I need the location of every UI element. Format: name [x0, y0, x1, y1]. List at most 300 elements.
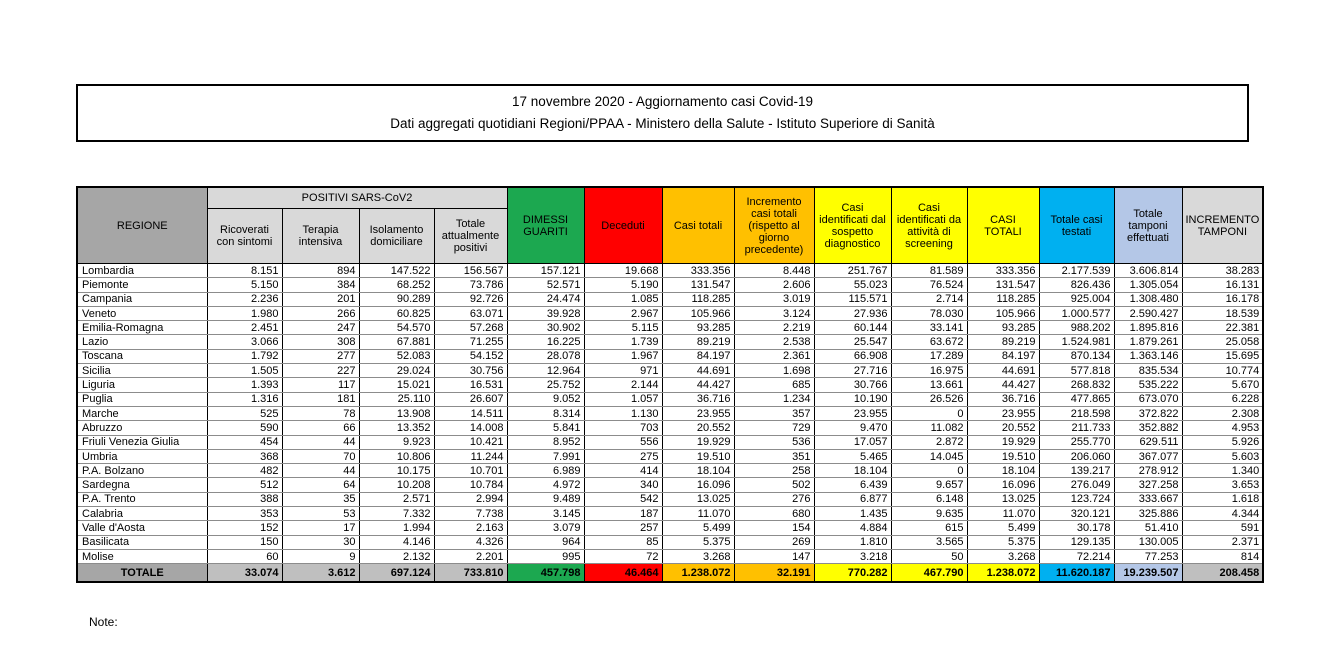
- value-cell: 147: [734, 549, 814, 563]
- value-cell: 351: [734, 449, 814, 463]
- value-cell: 5.465: [814, 449, 891, 463]
- table-row: [77, 321, 1263, 335]
- value-cell: 258: [734, 464, 814, 478]
- table-row: [77, 378, 1263, 392]
- value-cell: 2.967: [584, 306, 662, 320]
- value-cell: 9.470: [814, 421, 891, 435]
- value-cell: 308: [282, 335, 359, 349]
- value-cell: 130.005: [1114, 535, 1182, 549]
- value-cell: 6.439: [814, 478, 891, 492]
- value-cell: 482: [207, 464, 282, 478]
- table-row: [77, 278, 1263, 292]
- value-cell: 16.096: [662, 478, 734, 492]
- value-cell: 6.228: [1182, 392, 1263, 406]
- value-cell: 2.236: [207, 292, 282, 306]
- value-cell: 131.547: [662, 278, 734, 292]
- value-cell: 1.792: [207, 349, 282, 363]
- value-cell: 3.268: [662, 549, 734, 563]
- column-header-casi-screening: Casi identificati da attività di screening: [891, 187, 967, 264]
- total-value-cell: 697.124: [359, 564, 434, 583]
- value-cell: 17.057: [814, 435, 891, 449]
- value-cell: 2.163: [434, 521, 507, 535]
- value-cell: 1.130: [584, 406, 662, 420]
- value-cell: 81.589: [891, 264, 967, 278]
- value-cell: 123.724: [1039, 492, 1114, 506]
- value-cell: 3.079: [507, 521, 584, 535]
- column-header-casi-sospetto-diagnostico: Casi identificati dal sospetto diagnostico: [814, 187, 891, 264]
- value-cell: 5.603: [1182, 449, 1263, 463]
- value-cell: 30.178: [1039, 521, 1114, 535]
- value-cell: 17.289: [891, 349, 967, 363]
- value-cell: 25.110: [359, 392, 434, 406]
- value-cell: 70: [282, 449, 359, 463]
- value-cell: 11.244: [434, 449, 507, 463]
- value-cell: 615: [891, 521, 967, 535]
- value-cell: 333.356: [662, 264, 734, 278]
- value-cell: 542: [584, 492, 662, 506]
- value-cell: 44.691: [967, 364, 1039, 378]
- value-cell: 3.145: [507, 507, 584, 521]
- value-cell: 1.967: [584, 349, 662, 363]
- value-cell: 591: [1182, 521, 1263, 535]
- table-row: [77, 535, 1263, 549]
- value-cell: 276.049: [1039, 478, 1114, 492]
- value-cell: 13.025: [662, 492, 734, 506]
- value-cell: 131.547: [967, 278, 1039, 292]
- value-cell: 5.499: [967, 521, 1039, 535]
- total-value-cell: 1.238.072: [662, 564, 734, 583]
- region-cell: Basilicata: [77, 535, 207, 549]
- value-cell: 4.146: [359, 535, 434, 549]
- value-cell: 1.994: [359, 521, 434, 535]
- value-cell: 157.121: [507, 264, 584, 278]
- value-cell: 11.082: [891, 421, 967, 435]
- column-header-totale-tamponi: Totale tamponi effettuati: [1114, 187, 1182, 264]
- column-header-deceduti: Deceduti: [584, 187, 662, 264]
- value-cell: 68.252: [359, 278, 434, 292]
- value-cell: 3.124: [734, 306, 814, 320]
- value-cell: 30.766: [814, 378, 891, 392]
- value-cell: 2.994: [434, 492, 507, 506]
- value-cell: 14.008: [434, 421, 507, 435]
- value-cell: 30.902: [507, 321, 584, 335]
- value-cell: 340: [584, 478, 662, 492]
- value-cell: 16.225: [507, 335, 584, 349]
- value-cell: 384: [282, 278, 359, 292]
- table-row: [77, 306, 1263, 320]
- value-cell: 50: [891, 549, 967, 563]
- value-cell: 1.363.146: [1114, 349, 1182, 363]
- region-cell: Emilia-Romagna: [77, 321, 207, 335]
- region-cell: Molise: [77, 549, 207, 563]
- value-cell: 15.695: [1182, 349, 1263, 363]
- column-header-casi-totali-upper: CASI TOTALI: [967, 187, 1039, 264]
- total-row: [77, 564, 1263, 583]
- value-cell: 3.565: [891, 535, 967, 549]
- value-cell: 44.427: [662, 378, 734, 392]
- value-cell: 16.131: [1182, 278, 1263, 292]
- region-cell: Lazio: [77, 335, 207, 349]
- value-cell: 154: [734, 521, 814, 535]
- region-cell: Sicilia: [77, 364, 207, 378]
- value-cell: 0: [891, 406, 967, 420]
- value-cell: 5.841: [507, 421, 584, 435]
- value-cell: 26.526: [891, 392, 967, 406]
- value-cell: 1.000.577: [1039, 306, 1114, 320]
- value-cell: 590: [207, 421, 282, 435]
- value-cell: 26.607: [434, 392, 507, 406]
- table-row: [77, 449, 1263, 463]
- value-cell: 535.222: [1114, 378, 1182, 392]
- value-cell: 4.344: [1182, 507, 1263, 521]
- value-cell: 276: [734, 492, 814, 506]
- value-cell: 72: [584, 549, 662, 563]
- value-cell: 2.571: [359, 492, 434, 506]
- value-cell: 729: [734, 421, 814, 435]
- value-cell: 11.070: [662, 507, 734, 521]
- region-cell: P.A. Bolzano: [77, 464, 207, 478]
- table-row: [77, 335, 1263, 349]
- value-cell: 333.356: [967, 264, 1039, 278]
- value-cell: 251.767: [814, 264, 891, 278]
- value-cell: 10.806: [359, 449, 434, 463]
- value-cell: 19.929: [662, 435, 734, 449]
- value-cell: 13.661: [891, 378, 967, 392]
- value-cell: 10.208: [359, 478, 434, 492]
- value-cell: 9.489: [507, 492, 584, 506]
- value-cell: 19.510: [967, 449, 1039, 463]
- value-cell: 278.912: [1114, 464, 1182, 478]
- value-cell: 16.975: [891, 364, 967, 378]
- value-cell: 577.818: [1039, 364, 1114, 378]
- value-cell: 105.966: [967, 306, 1039, 320]
- value-cell: 536: [734, 435, 814, 449]
- column-header-dimessi-guariti: DIMESSI GUARITI: [507, 187, 584, 264]
- value-cell: 18.104: [967, 464, 1039, 478]
- value-cell: 147.522: [359, 264, 434, 278]
- value-cell: 325.886: [1114, 507, 1182, 521]
- value-cell: 6.148: [891, 492, 967, 506]
- value-cell: 512: [207, 478, 282, 492]
- value-cell: 4.953: [1182, 421, 1263, 435]
- value-cell: 680: [734, 507, 814, 521]
- report-title-line1: 17 novembre 2020 - Aggiornamento casi Covid-19: [512, 93, 813, 109]
- value-cell: 201: [282, 292, 359, 306]
- value-cell: 10.701: [434, 464, 507, 478]
- table-header: [77, 187, 1263, 264]
- value-cell: 33.141: [891, 321, 967, 335]
- value-cell: 247: [282, 321, 359, 335]
- value-cell: 36.716: [662, 392, 734, 406]
- value-cell: 629.511: [1114, 435, 1182, 449]
- total-value-cell: 3.612: [282, 564, 359, 583]
- value-cell: 357: [734, 406, 814, 420]
- value-cell: 63.071: [434, 306, 507, 320]
- total-value-cell: 19.239.507: [1114, 564, 1182, 583]
- value-cell: 1.057: [584, 392, 662, 406]
- value-cell: 1.739: [584, 335, 662, 349]
- value-cell: 3.653: [1182, 478, 1263, 492]
- value-cell: 4.326: [434, 535, 507, 549]
- value-cell: 53: [282, 507, 359, 521]
- region-cell: Campania: [77, 292, 207, 306]
- region-cell: Veneto: [77, 306, 207, 320]
- total-label: TOTALE: [77, 564, 207, 583]
- value-cell: 8.314: [507, 406, 584, 420]
- value-cell: 2.714: [891, 292, 967, 306]
- value-cell: 11.070: [967, 507, 1039, 521]
- value-cell: 333.667: [1114, 492, 1182, 506]
- value-cell: 1.316: [207, 392, 282, 406]
- value-cell: 2.361: [734, 349, 814, 363]
- value-cell: 84.197: [662, 349, 734, 363]
- total-value-cell: 46.464: [584, 564, 662, 583]
- value-cell: 5.670: [1182, 378, 1263, 392]
- value-cell: 60.825: [359, 306, 434, 320]
- value-cell: 2.606: [734, 278, 814, 292]
- value-cell: 7.991: [507, 449, 584, 463]
- value-cell: 3.019: [734, 292, 814, 306]
- value-cell: 1.234: [734, 392, 814, 406]
- value-cell: 1.698: [734, 364, 814, 378]
- value-cell: 275: [584, 449, 662, 463]
- value-cell: 2.177.539: [1039, 264, 1114, 278]
- value-cell: 1.895.816: [1114, 321, 1182, 335]
- value-cell: 477.865: [1039, 392, 1114, 406]
- total-value-cell: 11.620.187: [1039, 564, 1114, 583]
- region-cell: Abruzzo: [77, 421, 207, 435]
- value-cell: 10.421: [434, 435, 507, 449]
- region-cell: Piemonte: [77, 278, 207, 292]
- value-cell: 93.285: [967, 321, 1039, 335]
- value-cell: 5.375: [662, 535, 734, 549]
- value-cell: 3.066: [207, 335, 282, 349]
- value-cell: 1.524.981: [1039, 335, 1114, 349]
- value-cell: 269: [734, 535, 814, 549]
- value-cell: 44: [282, 435, 359, 449]
- value-cell: 2.371: [1182, 535, 1263, 549]
- value-cell: 78.030: [891, 306, 967, 320]
- table-row: [77, 349, 1263, 363]
- note-label: Note:: [89, 615, 118, 629]
- value-cell: 78: [282, 406, 359, 420]
- value-cell: 9.923: [359, 435, 434, 449]
- value-cell: 89.219: [662, 335, 734, 349]
- table-row: [77, 292, 1263, 306]
- value-cell: 44.427: [967, 378, 1039, 392]
- value-cell: 5.375: [967, 535, 1039, 549]
- value-cell: 268.832: [1039, 378, 1114, 392]
- value-cell: 206.060: [1039, 449, 1114, 463]
- total-value-cell: 467.790: [891, 564, 967, 583]
- report-title-box: [76, 84, 1249, 142]
- value-cell: 71.255: [434, 335, 507, 349]
- value-cell: 4.972: [507, 478, 584, 492]
- value-cell: 20.552: [967, 421, 1039, 435]
- value-cell: 18.539: [1182, 306, 1263, 320]
- value-cell: 6.877: [814, 492, 891, 506]
- table-row: [77, 406, 1263, 420]
- total-value-cell: 733.810: [434, 564, 507, 583]
- value-cell: 35: [282, 492, 359, 506]
- value-cell: 67.881: [359, 335, 434, 349]
- value-cell: 38.283: [1182, 264, 1263, 278]
- value-cell: 367.077: [1114, 449, 1182, 463]
- table-row: [77, 264, 1263, 278]
- value-cell: 19.929: [967, 435, 1039, 449]
- value-cell: 44.691: [662, 364, 734, 378]
- value-cell: 187: [584, 507, 662, 521]
- value-cell: 925.004: [1039, 292, 1114, 306]
- total-value-cell: 32.191: [734, 564, 814, 583]
- value-cell: 218.598: [1039, 406, 1114, 420]
- total-value-cell: 1.238.072: [967, 564, 1039, 583]
- region-cell: P.A. Trento: [77, 492, 207, 506]
- value-cell: 28.078: [507, 349, 584, 363]
- value-cell: 92.726: [434, 292, 507, 306]
- value-cell: 454: [207, 435, 282, 449]
- value-cell: 3.268: [967, 549, 1039, 563]
- table-row: [77, 364, 1263, 378]
- value-cell: 17: [282, 521, 359, 535]
- value-cell: 2.132: [359, 549, 434, 563]
- value-cell: 150: [207, 535, 282, 549]
- table-row: [77, 507, 1263, 521]
- value-cell: 1.618: [1182, 492, 1263, 506]
- total-value-cell: 208.458: [1182, 564, 1263, 583]
- value-cell: 2.219: [734, 321, 814, 335]
- value-cell: 9.635: [891, 507, 967, 521]
- value-cell: 60: [207, 549, 282, 563]
- region-cell: Lombardia: [77, 264, 207, 278]
- value-cell: 52.571: [507, 278, 584, 292]
- value-cell: 73.786: [434, 278, 507, 292]
- value-cell: 257: [584, 521, 662, 535]
- value-cell: 5.150: [207, 278, 282, 292]
- report-title-line2: Dati aggregati quotidiani Regioni/PPAA - Ministero della Salute - Istituto Superiore di Sanità: [390, 116, 935, 132]
- column-header-isolamento-domiciliare: Isolamento domiciliare: [359, 209, 434, 264]
- value-cell: 7.738: [434, 507, 507, 521]
- value-cell: 129.135: [1039, 535, 1114, 549]
- value-cell: 27.936: [814, 306, 891, 320]
- value-cell: 24.474: [507, 292, 584, 306]
- value-cell: 54.152: [434, 349, 507, 363]
- column-header-totale-casi-testati: Totale casi testati: [1039, 187, 1114, 264]
- value-cell: 9.657: [891, 478, 967, 492]
- value-cell: 19.668: [584, 264, 662, 278]
- value-cell: 5.115: [584, 321, 662, 335]
- value-cell: 414: [584, 464, 662, 478]
- value-cell: 8.952: [507, 435, 584, 449]
- value-cell: 266: [282, 306, 359, 320]
- value-cell: 51.410: [1114, 521, 1182, 535]
- value-cell: 9: [282, 549, 359, 563]
- value-cell: 16.096: [967, 478, 1039, 492]
- region-cell: Friuli Venezia Giulia: [77, 435, 207, 449]
- value-cell: 23.955: [814, 406, 891, 420]
- table-row: [77, 492, 1263, 506]
- value-cell: 85: [584, 535, 662, 549]
- value-cell: 814: [1182, 549, 1263, 563]
- value-cell: 118.285: [967, 292, 1039, 306]
- region-cell: Puglia: [77, 392, 207, 406]
- value-cell: 320.121: [1039, 507, 1114, 521]
- value-cell: 10.175: [359, 464, 434, 478]
- value-cell: 25.547: [814, 335, 891, 349]
- region-cell: Umbria: [77, 449, 207, 463]
- value-cell: 7.332: [359, 507, 434, 521]
- value-cell: 870.134: [1039, 349, 1114, 363]
- value-cell: 93.285: [662, 321, 734, 335]
- value-cell: 52.083: [359, 349, 434, 363]
- value-cell: 16.178: [1182, 292, 1263, 306]
- value-cell: 3.218: [814, 549, 891, 563]
- value-cell: 2.201: [434, 549, 507, 563]
- value-cell: 23.955: [662, 406, 734, 420]
- value-cell: 18.104: [814, 464, 891, 478]
- value-cell: 0: [891, 464, 967, 478]
- value-cell: 1.505: [207, 364, 282, 378]
- region-cell: Liguria: [77, 378, 207, 392]
- value-cell: 115.571: [814, 292, 891, 306]
- value-cell: 1.393: [207, 378, 282, 392]
- region-cell: Sardegna: [77, 478, 207, 492]
- value-cell: 30.756: [434, 364, 507, 378]
- value-cell: 2.590.427: [1114, 306, 1182, 320]
- column-header-regione: REGIONE: [77, 187, 207, 264]
- value-cell: 89.219: [967, 335, 1039, 349]
- value-cell: 2.144: [584, 378, 662, 392]
- value-cell: 156.567: [434, 264, 507, 278]
- value-cell: 29.024: [359, 364, 434, 378]
- value-cell: 10.784: [434, 478, 507, 492]
- value-cell: 15.021: [359, 378, 434, 392]
- value-cell: 2.538: [734, 335, 814, 349]
- value-cell: 23.955: [967, 406, 1039, 420]
- table-row: [77, 435, 1263, 449]
- value-cell: 105.966: [662, 306, 734, 320]
- covid-data-table: [76, 186, 1264, 583]
- value-cell: 685: [734, 378, 814, 392]
- value-cell: 55.023: [814, 278, 891, 292]
- value-cell: 1.810: [814, 535, 891, 549]
- value-cell: 139.217: [1039, 464, 1114, 478]
- value-cell: 25.058: [1182, 335, 1263, 349]
- value-cell: 72.214: [1039, 549, 1114, 563]
- table-row: [77, 478, 1263, 492]
- value-cell: 5.190: [584, 278, 662, 292]
- value-cell: 835.534: [1114, 364, 1182, 378]
- column-header-casi-totali: Casi totali: [662, 187, 734, 264]
- value-cell: 3.606.814: [1114, 264, 1182, 278]
- value-cell: 118.285: [662, 292, 734, 306]
- total-value-cell: 33.074: [207, 564, 282, 583]
- value-cell: 66: [282, 421, 359, 435]
- value-cell: 1.340: [1182, 464, 1263, 478]
- value-cell: 13.025: [967, 492, 1039, 506]
- value-cell: 63.672: [891, 335, 967, 349]
- value-cell: 152: [207, 521, 282, 535]
- value-cell: 1.085: [584, 292, 662, 306]
- value-cell: 12.964: [507, 364, 584, 378]
- value-cell: 13.352: [359, 421, 434, 435]
- value-cell: 5.926: [1182, 435, 1263, 449]
- value-cell: 2.308: [1182, 406, 1263, 420]
- value-cell: 894: [282, 264, 359, 278]
- value-cell: 277: [282, 349, 359, 363]
- value-cell: 353: [207, 507, 282, 521]
- region-cell: Valle d'Aosta: [77, 521, 207, 535]
